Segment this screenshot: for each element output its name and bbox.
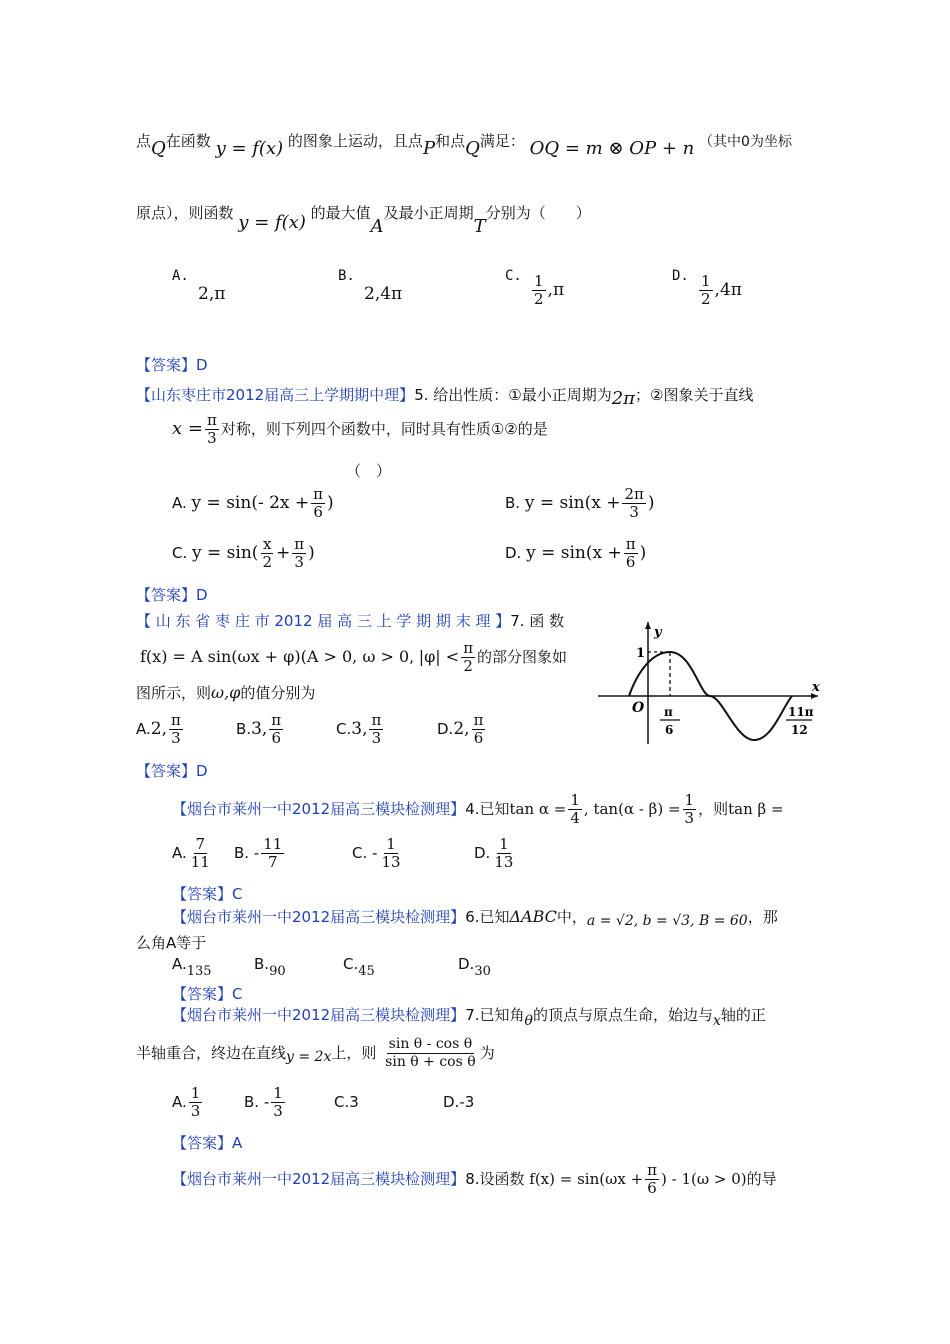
- q4-line2: 原点），则函数 y = f(x) 的最大值A及最小正周期T分别为（ ）: [136, 204, 591, 237]
- q4-option-a-label: A.: [172, 268, 189, 284]
- q4b-answer: 【答案】C: [172, 885, 243, 903]
- q7a-option-d: D.2, $\frac{\pi}{6}$: [437, 711, 484, 747]
- q4-option-c-value: $\frac{1}{2}$ ,π: [534, 272, 565, 308]
- q7a-line2: f(x) = A sin(ωx + φ)(A > 0, ω > 0, |φ| < $\frac{\pi}{2}$ 的部分图象如: [140, 639, 568, 675]
- q7a-option-b: B.3, $\frac{\pi}{6}$: [236, 711, 282, 747]
- q7b-option-a: A. $\frac{1}{3}$: [172, 1084, 201, 1120]
- graph-origin: O: [632, 700, 645, 716]
- q7b-option-c: C.3: [334, 1093, 359, 1111]
- fraction: $\frac{\pi}{6}$: [625, 535, 636, 571]
- q6-line2: 么角A等于: [136, 934, 207, 952]
- q5-option-a: A. y = sin(- 2x + $\frac{\pi}{6}$ ): [172, 485, 334, 521]
- point-q: Q: [151, 138, 166, 159]
- q7b-line2: 半轴重合，终边在直线y = 2x上，则 $\frac{\text{sin θ - cos θ}}{\text{sin θ + cos θ}}$ 为: [136, 1036, 495, 1070]
- q5-line1: 【山东枣庄市2012届高三上学期期中理】5. 给出性质：①最小正周期为2π；②图象关于直线: [136, 386, 754, 409]
- q6-option-d: D.30: [458, 955, 491, 979]
- graph-y-label: y: [654, 625, 662, 640]
- q7a-option-c: C.3, $\frac{\pi}{3}$: [336, 711, 382, 747]
- function-yfx: y = f(x): [215, 138, 284, 159]
- q4-option-d-label: D.: [672, 268, 689, 284]
- q7a-line3: 图所示，则ω,φ的值分别为: [136, 683, 316, 702]
- fraction: $\frac{1}{2}$: [701, 272, 711, 308]
- max-value-a: A: [370, 216, 384, 237]
- fraction: $\frac{\pi}{3}$: [206, 411, 217, 447]
- graph-tick-pi6-num: π: [664, 705, 673, 719]
- q7a-source: 【 山 东 省 枣 庄 市 2012 届 高 三 上 学 期 期 末 理 】: [136, 612, 511, 630]
- q7a-line1: 【 山 东 省 枣 庄 市 2012 届 高 三 上 学 期 期 末 理 】7. 函 数: [136, 612, 565, 630]
- function-yfx-2: y = f(x): [238, 212, 306, 233]
- fraction: $\frac{\pi}{3}$: [294, 535, 305, 571]
- q4b-option-a: A. $\frac{7}{11}$: [172, 835, 210, 871]
- q6-answer: 【答案】C: [172, 985, 243, 1003]
- q4-answer: 【答案】D: [136, 356, 208, 374]
- q5-paren: （ ）: [346, 462, 392, 480]
- graph-x-label: x: [812, 680, 820, 695]
- q5-answer: 【答案】D: [136, 586, 208, 604]
- q6-line1: 【烟台市莱州一中2012届高三模块检测理】6.已知ΔABC中，a = √2, b = √3, B = 60，那: [172, 907, 778, 929]
- q7a-answer: 【答案】D: [136, 762, 208, 780]
- q5-line2: x = $\frac{\pi}{3}$ 对称，则下列四个函数中，同时具有性质①②的是: [172, 411, 548, 447]
- q6-option-b: B.90: [254, 955, 286, 979]
- graph-tick-11pi12-num: 11π: [788, 705, 814, 719]
- q7a-option-a: A.2, $\frac{\pi}{3}$: [136, 711, 181, 747]
- q4-option-a-value: 2,π: [198, 284, 226, 304]
- q8-line: 【烟台市莱州一中2012届高三模块检测理】8.设函数 f(x) = sin(ωx + $\frac{\pi}{6}$ ) - 1(ω > 0)的导: [172, 1161, 777, 1197]
- q7b-line1: 【烟台市莱州一中2012届高三模块检测理】7.已知角θ的顶点与原点生命，始边与x轴的正: [172, 1006, 766, 1029]
- q5-option-d: D. y = sin(x + $\frac{\pi}{6}$ ): [505, 535, 647, 571]
- q5-source: 【山东枣庄市2012届高三上学期期中理】: [136, 386, 415, 404]
- q4-option-c-label: C.: [505, 268, 522, 284]
- point-q2: Q: [465, 138, 480, 159]
- point-p: P: [422, 138, 436, 159]
- q4-option-d-value: $\frac{1}{2}$ ,4π: [701, 272, 742, 308]
- fraction: $\frac{x}{2}$: [262, 535, 272, 571]
- q5-option-c: C. y = sin( $\frac{x}{2}$ + $\frac{\pi}{3}$ ): [172, 535, 315, 571]
- fraction: $\frac{\pi}{6}$: [313, 485, 324, 521]
- q4b-option-d: D. $\frac{1}{13}$: [474, 835, 514, 871]
- fraction: $\frac{2\pi}{3}$: [624, 485, 644, 521]
- q6-option-a: A.135: [172, 955, 212, 979]
- vector-formula: OQ = m ⊗ OP + n: [529, 138, 695, 159]
- fraction: $\frac{\pi}{2}$: [463, 639, 474, 675]
- q4b-line: 【烟台市莱州一中2012届高三模块检测理】4.已知tan α = $\frac{1}{4}$ , tan(α - β) = $\frac{1}{3}$ ，则tan β =: [172, 791, 784, 827]
- q7b-option-d: D.-3: [443, 1093, 475, 1111]
- q4b-option-b: B. - $\frac{11}{7}$: [234, 835, 283, 871]
- q4b-option-c: C. - $\frac{1}{13}$: [352, 835, 401, 871]
- y-arrow-icon: [645, 622, 651, 629]
- q6-option-c: C.45: [343, 955, 375, 979]
- graph-tick-11pi12-den: 12: [791, 723, 808, 737]
- q7b-answer: 【答案】A: [172, 1134, 243, 1152]
- q4-line1: 点Q在函数 y = f(x) 的图象上运动，且点P和点Q满足： OQ = m ⊗ OP + n （其中0为坐标: [136, 132, 792, 159]
- graph-one: 1: [636, 646, 646, 661]
- q7b-option-b: B. - $\frac{1}{3}$: [244, 1084, 283, 1120]
- q4-option-b-label: B.: [338, 268, 355, 284]
- graph-tick-pi6-den: 6: [665, 723, 674, 737]
- period-t: T: [473, 216, 486, 237]
- sine-graph: [596, 618, 822, 748]
- fraction: $\frac{1}{2}$: [534, 272, 544, 308]
- q5-option-b: B. y = sin(x + $\frac{2\pi}{3}$ ): [505, 485, 655, 521]
- q4-option-b-value: 2,4π: [364, 284, 403, 304]
